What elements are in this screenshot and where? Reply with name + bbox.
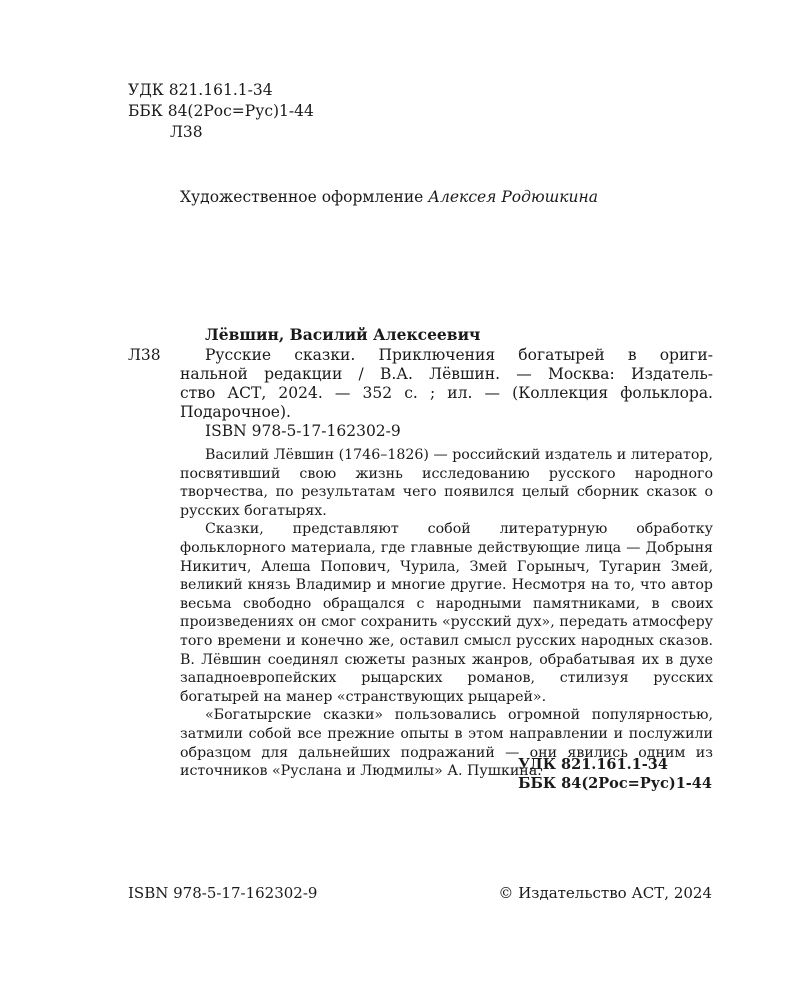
record-isbn: ISBN 978-5-17-162302-9 (205, 422, 401, 440)
footer-isbn: ISBN 978-5-17-162302-9 (128, 884, 318, 902)
design-credit-name: Алексея Родюшкина (428, 188, 598, 206)
footer-copyright: © Издательство АСТ, 2024 (498, 884, 712, 902)
design-credit (180, 188, 598, 206)
udk-code: УДК 821.161.1-34 (128, 81, 273, 99)
annotation-paragraph-2: Сказки, представляют собой литературную обработку фольклорного материала, где главные действующие лица — Добрыня Никитич, Алеша Попович, Чурила, Змей Горыныч, Тугарин Змей, великий князь Владимир и многие другие. Несмотря на то, что автор весьма свободно обращался с народными памятниками, в своих произведениях он смог сохранить «русский дух», передать атмосферу того времени и конечно же, оставил смысл русских народных сказов. В. Лёвшин соединял сюжеты разных жанров, обрабатывая их в духе западноевропейских рыцарских романов, стилизуя русских богатырей на манер «странствующих рыцарей». (180, 521, 713, 705)
bottom-codes (518, 755, 712, 793)
description-line-1: Русские сказки. Приключения богатырей в ориги- (205, 346, 713, 364)
author-sign-code: Л38 (170, 123, 203, 141)
record-author: Лёвшин, Василий Алексеевич (205, 325, 481, 344)
description-line-3: ство АСТ, 2024. — 352 с. ; ил. — (Коллекция фольклора. (180, 384, 713, 402)
annotation-paragraph-1: Василий Лёвшин (1746–1826) — российский издатель и литератор, посвятивший свою жизнь исследованию русского народного творчества, по результатам чего появился целый сборник сказок о русских богатырях. (180, 447, 713, 519)
description-line-4: Подарочное). (180, 403, 291, 421)
record-author-code: Л38 (128, 346, 161, 364)
bottom-udk-code: УДК 821.161.1-34 (518, 756, 668, 773)
bibliographic-description (180, 346, 713, 422)
annotation-paragraph-3: «Богатырские сказки» пользовались огромной популярностью, затмили собой все прежние опыты в этом направлении и послужили образцом для дальнейших подражаний — они явились одним из источников «Руслана и Людмилы» А. Пушкина. (180, 707, 713, 780)
annotation (180, 446, 713, 781)
bottom-bbk-code: ББК 84(2Рос=Рус)1-44 (518, 775, 712, 792)
design-credit-label: Художественное оформление (180, 188, 424, 206)
description-line-2: нальной редакции / В.А. Лёвшин. — Москва: Издатель- (180, 365, 713, 383)
bbk-code: ББК 84(2Рос=Рус)1-44 (128, 102, 314, 120)
